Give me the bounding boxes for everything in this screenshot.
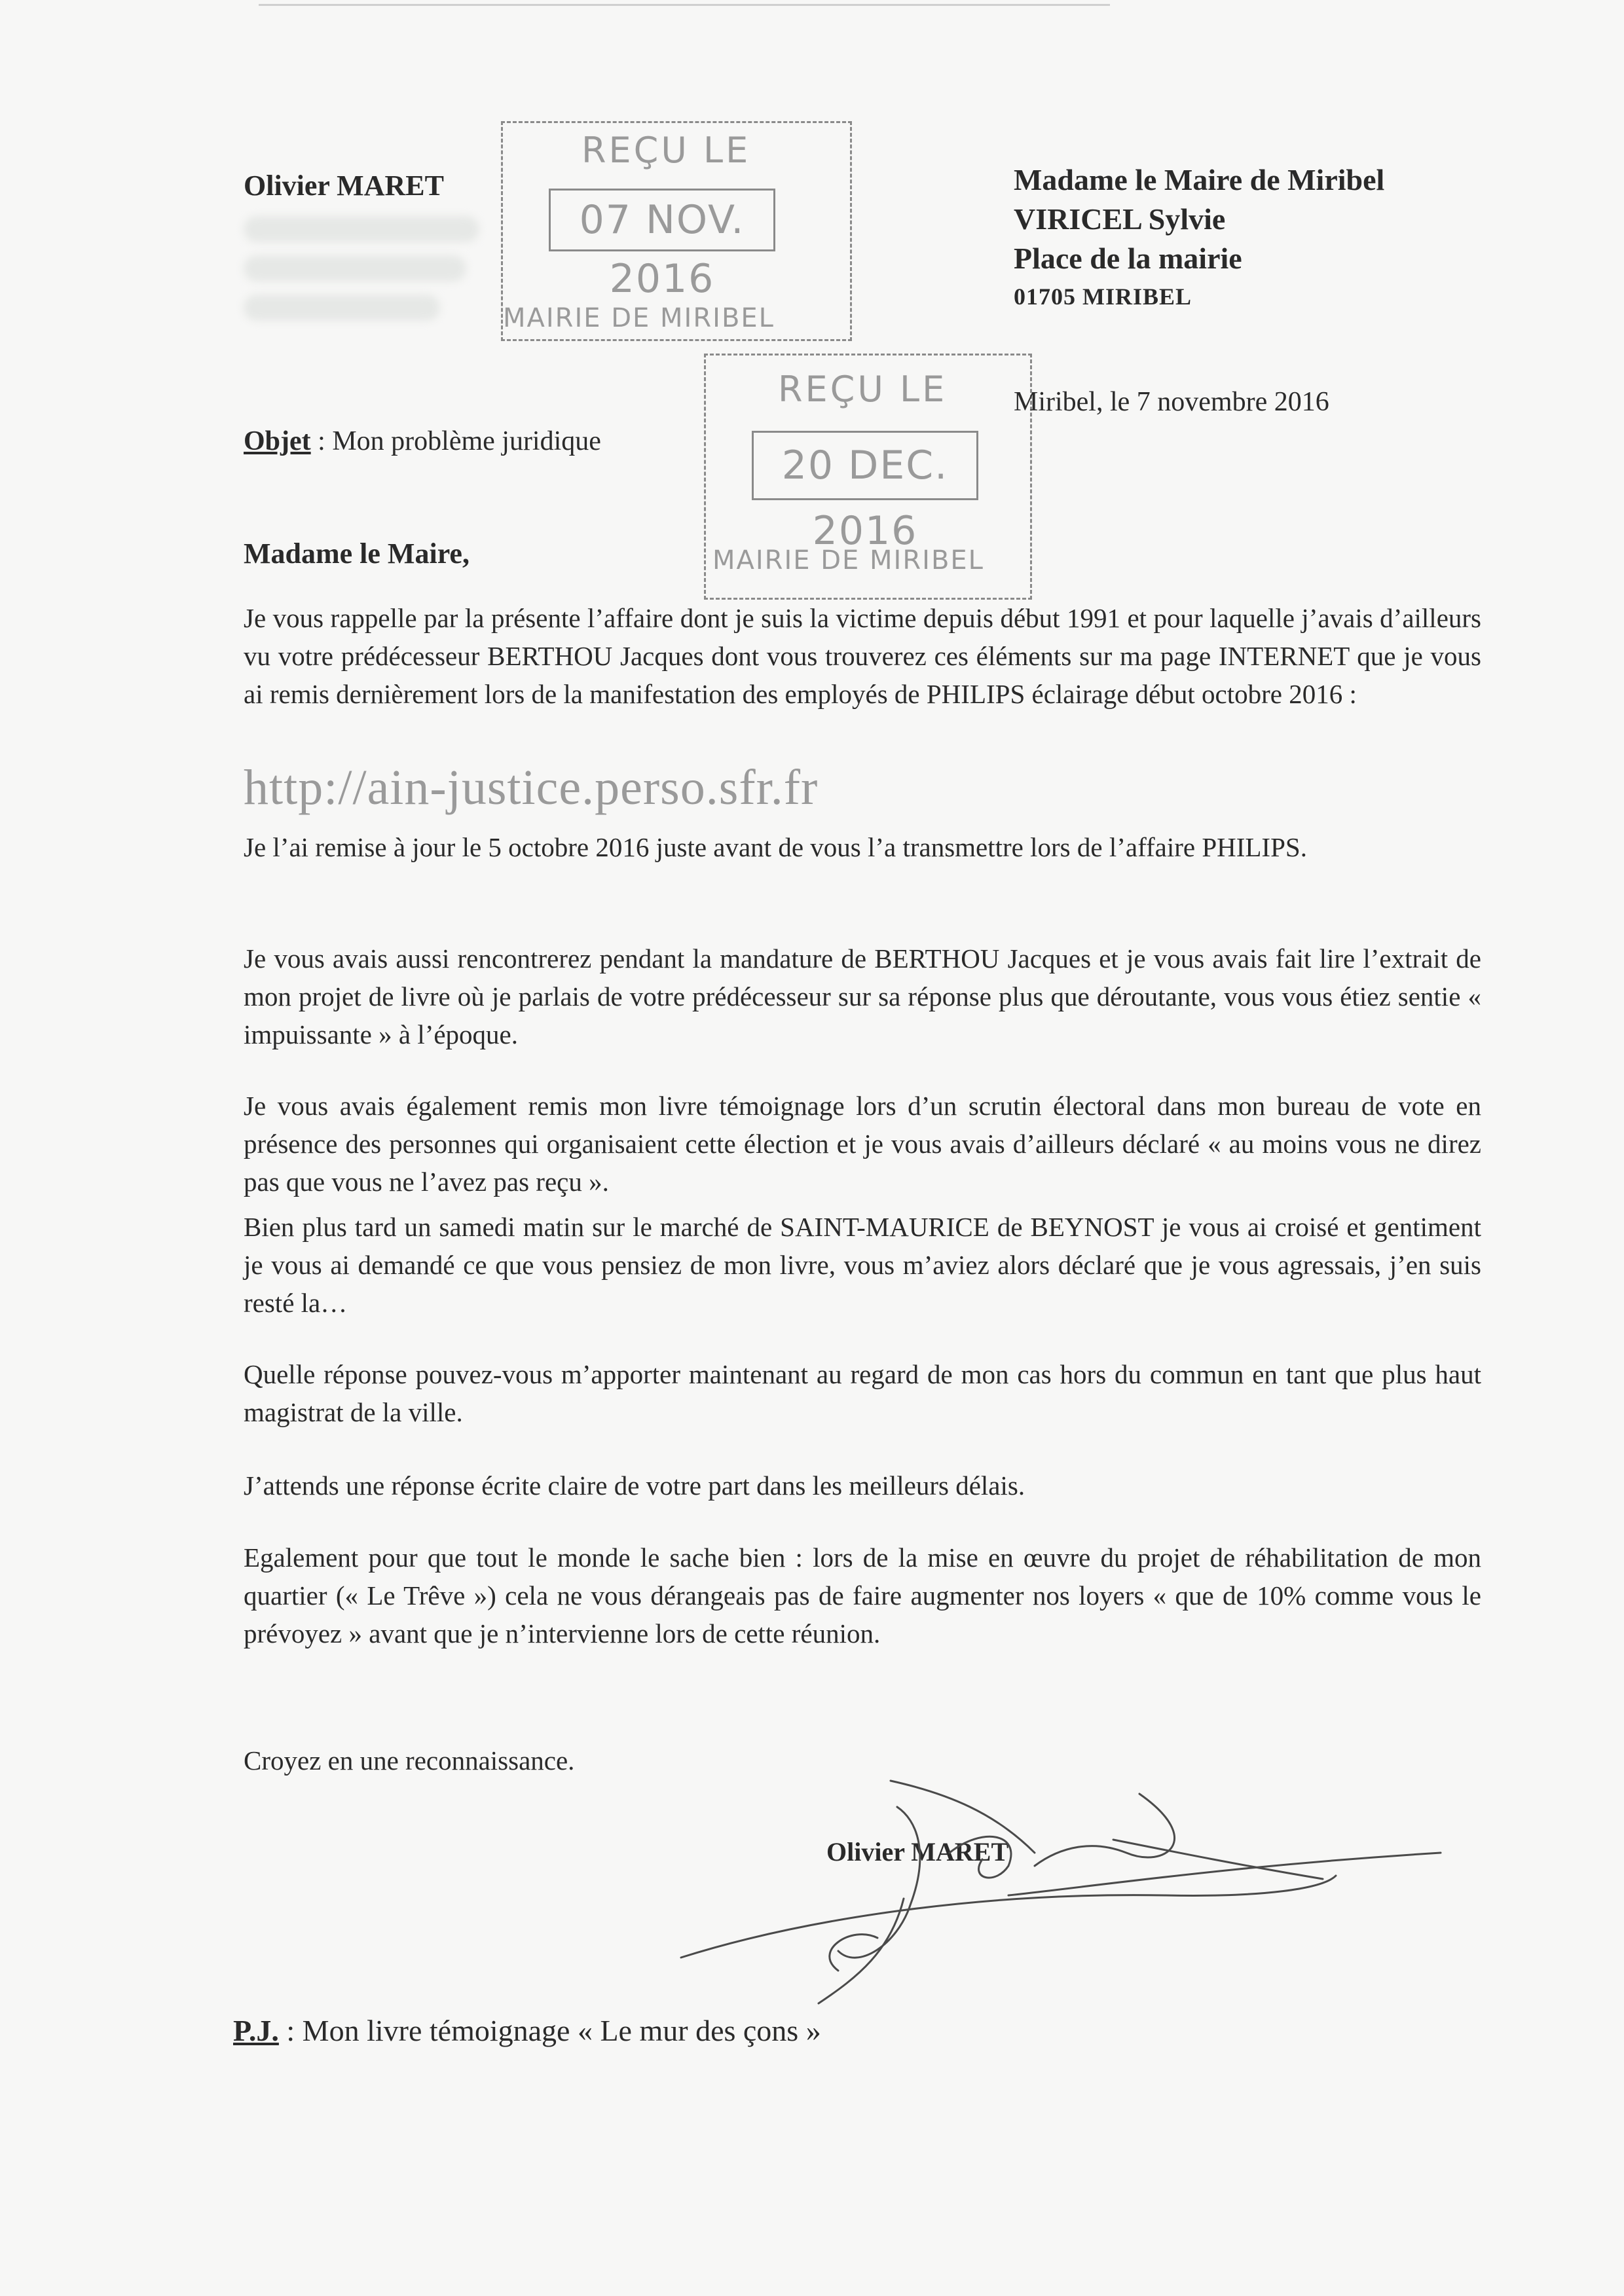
website-url: http://ain-justice.perso.sfr.fr xyxy=(244,760,819,815)
received-stamp-2 xyxy=(704,354,1032,600)
redacted-address-line-3 xyxy=(244,295,440,321)
redacted-address-line-1 xyxy=(244,216,479,242)
subject-label: Objet xyxy=(244,426,311,456)
attachment-label: P.J. xyxy=(233,2014,279,2047)
handwritten-signature xyxy=(642,1755,1467,2030)
signature-name: Olivier MARET xyxy=(826,1837,1009,1867)
attachment-text: : Mon livre témoignage « Le mur des çons » xyxy=(278,2014,821,2047)
recipient-line-2: VIRICEL Sylvie xyxy=(1014,202,1226,236)
subject-line xyxy=(244,426,601,457)
body-paragraph-4: Je vous avais également remis mon livre témoignage lors d’un scrutin électoral dans mon bureau de vote en présence des personnes qui organisaient cette élection et je vous avais d’ailleurs déclaré « au moins vous ne direz pas que vous ne l’avez pas reçu ». xyxy=(244,1091,1481,1197)
stamp-2-header: REÇU LE xyxy=(778,369,948,410)
closing-line: Croyez en une reconnaissance. xyxy=(244,1745,575,1776)
subject-text: : Mon problème juridique xyxy=(310,426,601,456)
body-paragraph-8: Egalement pour que tout le monde le sache bien : lors de la mise en œuvre du projet de réhabilitation de mon quartier (« Le Trêve ») cela ne vous dérangeais pas de faire augmenter nos loyers « que de 10% comme vous le prévoyez » avant que je n’intervienne lors de cette réunion. xyxy=(244,1542,1481,1649)
body-paragraph-7: J’attends une réponse écrite claire de votre part dans les meilleurs délais. xyxy=(244,1470,1025,1501)
body-paragraph-1: Je vous rappelle par la présente l’affaire dont je suis la victime depuis début 1991 et pour laquelle j’avais d’ailleurs vu votre prédécesseur BERTHOU Jacques dont vous trouverez ces éléments sur ma page INTERNET que je vous ai remis dernièrement lors de la manifestation des employés de PHILIPS éclairage début octobre 2016 : xyxy=(244,603,1481,709)
scan-edge-line xyxy=(259,4,1110,6)
recipient-line-1: Madame le Maire de Miribel xyxy=(1014,163,1385,196)
attachment-line xyxy=(233,2013,821,2048)
stamp-1-date: 07 NOV. 2016 xyxy=(549,189,775,251)
body-paragraph-5: Bien plus tard un samedi matin sur le marché de SAINT-MAURICE de BEYNOST je vous ai croisé et gentiment je vous ai demandé ce que vous pensiez de mon livre, vous m’aviez alors déclaré que je vous agressais, j’en suis resté la… xyxy=(244,1212,1481,1318)
stamp-2-date: 20 DEC. 2016 xyxy=(752,431,978,500)
stamp-2-footer: MAIRIE DE MIRIBEL xyxy=(712,545,984,575)
date-line: Miribel, le 7 novembre 2016 xyxy=(1014,387,1329,417)
redacted-address-line-2 xyxy=(244,255,466,282)
sender-name: Olivier MARET xyxy=(244,170,444,202)
stamp-1-header: REÇU LE xyxy=(581,130,751,171)
body-paragraph-6: Quelle réponse pouvez-vous m’apporter maintenant au regard de mon cas hors du commun en tant que plus haut magistrat de la ville. xyxy=(244,1359,1481,1427)
received-stamp-1 xyxy=(501,121,852,341)
stamp-1-footer: MAIRIE DE MIRIBEL xyxy=(503,303,775,333)
body-paragraph-2: Je l’ai remise à jour le 5 octobre 2016 juste avant de vous l’a transmettre lors de l’affaire PHILIPS. xyxy=(244,832,1307,862)
salutation: Madame le Maire, xyxy=(244,538,470,570)
recipient-line-4: 01705 MIRIBEL xyxy=(1014,283,1192,310)
recipient-line-3: Place de la mairie xyxy=(1014,242,1242,275)
body-paragraph-3: Je vous avais aussi rencontrerez pendant la mandature de BERTHOU Jacques et je vous avais fait lire l’extrait de mon projet de livre où je parlais de votre prédécesseur sur sa réponse plus que déroutante, vous vous étiez sentie « impuissante » à l’époque. xyxy=(244,943,1481,1049)
